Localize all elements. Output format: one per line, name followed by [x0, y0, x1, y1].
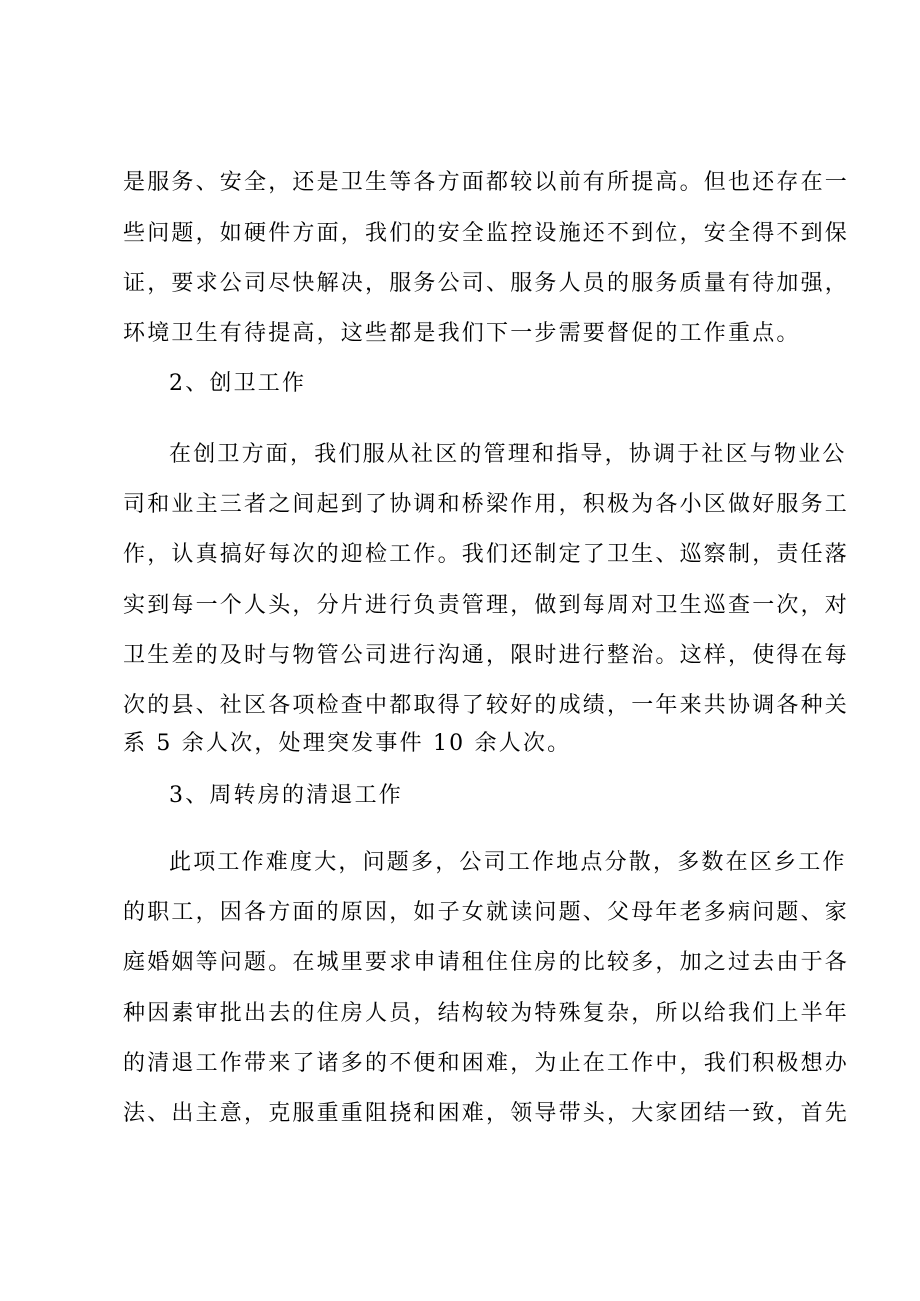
text-line: 卫生差的及时与物管公司进行沟通，限时进行整治。这样，使得在每 — [123, 643, 850, 668]
text-line: 次的县、社区各项检查中都取得了较好的成绩，一年来共协调各种关 — [123, 693, 850, 718]
text-line: 在创卫方面，我们服从社区的管理和指导，协调于社区与物业公 — [169, 442, 847, 467]
text-line: 种因素审批出去的住房人员，结构较为特殊复杂，所以给我们上半年 — [123, 1001, 850, 1026]
text-line: 司和业主三者之间起到了协调和桥梁作用，积极为各小区做好服务工 — [123, 492, 850, 517]
text-line: 系 5 余人次，处理突发事件 10 余人次。 — [123, 731, 572, 756]
text-line: 是服务、安全，还是卫生等各方面都较以前有所提高。但也还存在一 — [123, 170, 850, 195]
text-line: 法、出主意，克服重重阻挠和困难，领导带头，大家团结一致，首先 — [123, 1101, 850, 1126]
text-line: 庭婚姻等问题。在城里要求申请租住住房的比较多，加之过去由于各 — [123, 950, 850, 975]
section-heading: 2、创卫工作 — [169, 371, 307, 396]
text-line: 作，认真搞好每次的迎检工作。我们还制定了卫生、巡察制，责任落 — [123, 542, 850, 567]
text-line: 的清退工作带来了诸多的不便和困难，为止在工作中，我们积极想办 — [123, 1051, 850, 1076]
text-line: 的职工，因各方面的原因，如子女就读问题、父母年老多病问题、家 — [123, 900, 850, 925]
text-line: 实到每一个人头，分片进行负责管理，做到每周对卫生巡查一次，对 — [123, 593, 850, 618]
text-line: 此项工作难度大，问题多，公司工作地点分散，多数在区乡工作 — [169, 850, 847, 875]
section-heading: 3、周转房的清退工作 — [169, 783, 403, 808]
text-line: 环境卫生有待提高，这些都是我们下一步需要督促的工作重点。 — [123, 321, 801, 346]
text-line: 些问题，如硬件方面，我们的安全监控设施还不到位，安全得不到保 — [123, 221, 850, 246]
text-line: 证，要求公司尽快解决，服务公司、服务人员的服务质量有待加强， — [123, 271, 850, 296]
